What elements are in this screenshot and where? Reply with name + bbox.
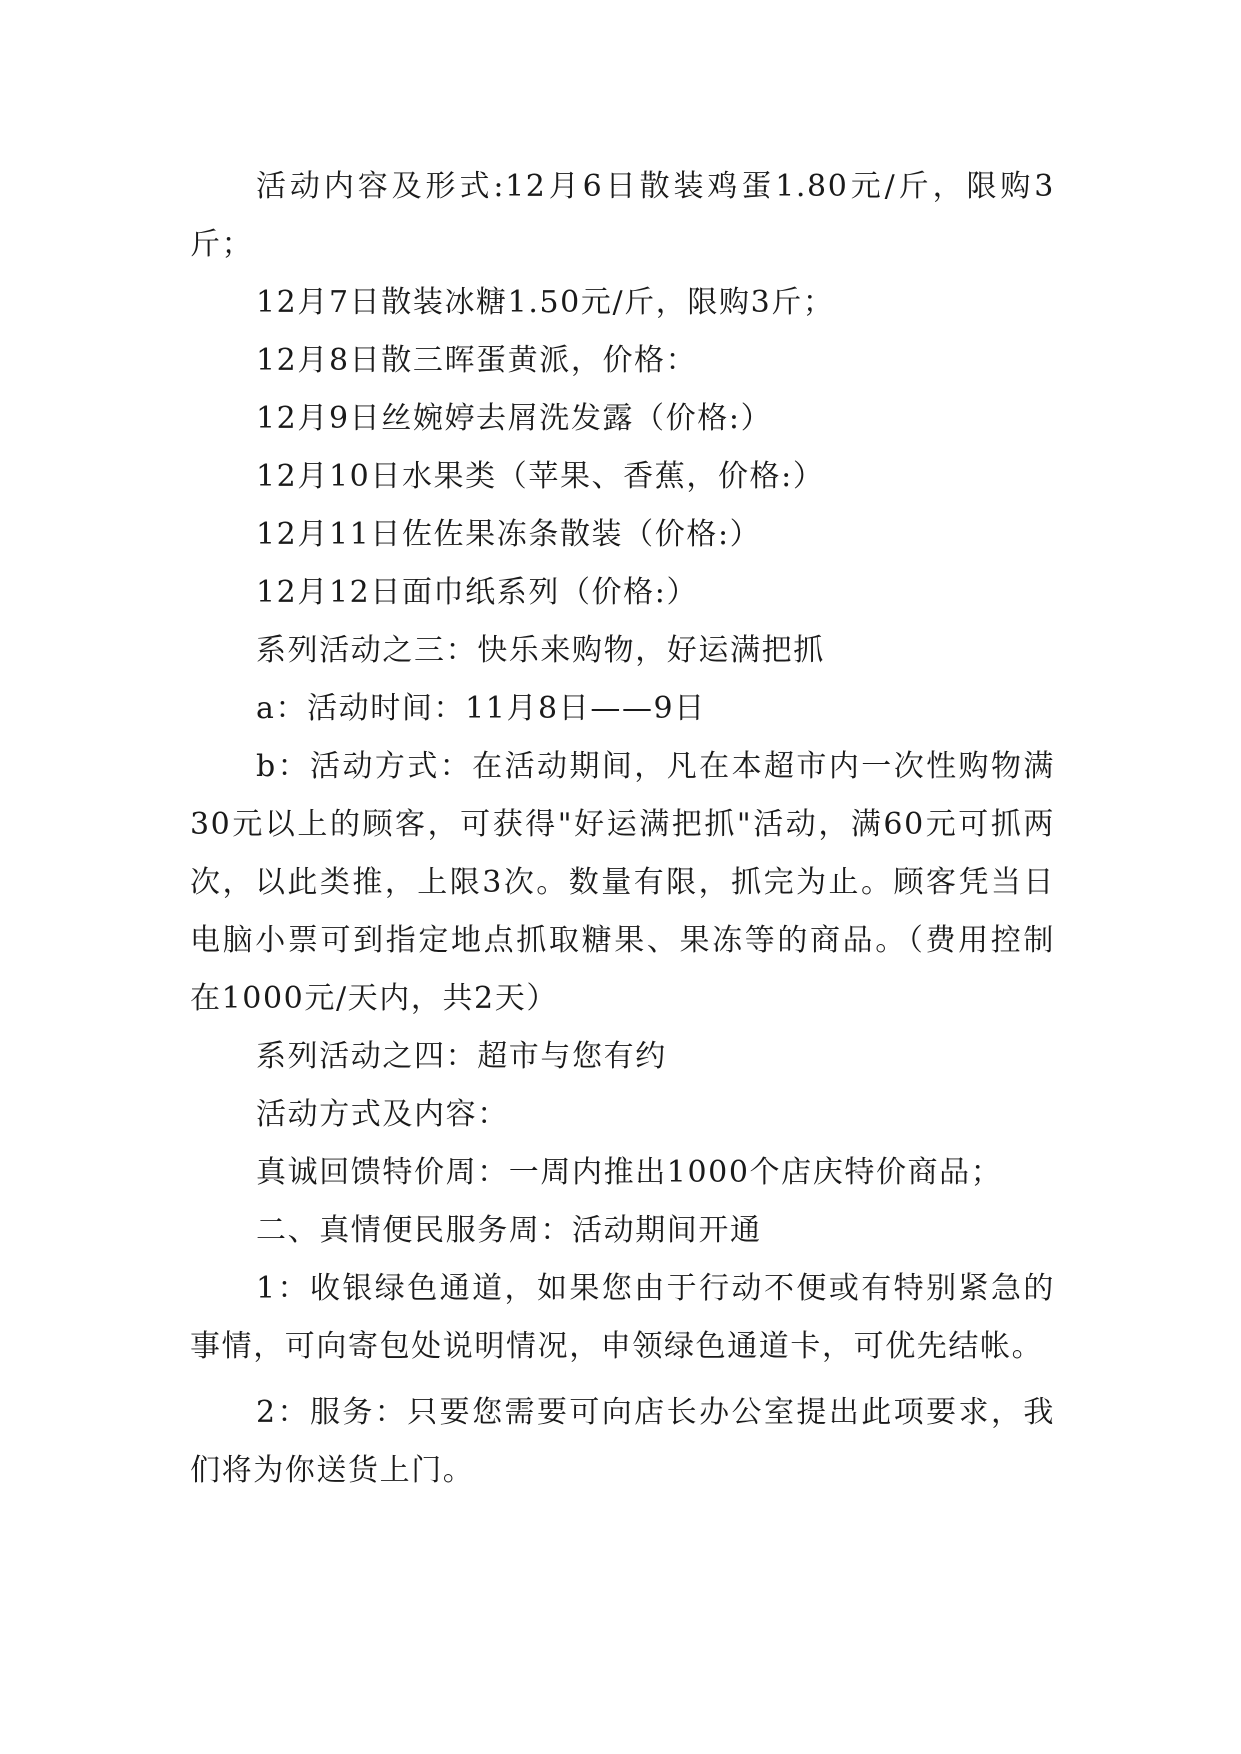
paragraph-series-four-heading: 系列活动之四：超市与您有约 bbox=[256, 1039, 667, 1074]
paragraph-dec-12: 12月12日面巾纸系列（价格:） bbox=[256, 575, 699, 610]
paragraph-series-three-heading: 系列活动之三：快乐来购物，好运满把抓 bbox=[256, 633, 825, 668]
paragraph-dec-9: 12月9日丝婉婷去屑洗发露（价格:） bbox=[256, 401, 773, 436]
paragraph-delivery-service: 2：服务：只要您需要可向店长办公室提出此项要求，我们将为你送货上门。 bbox=[190, 1395, 1055, 1488]
paragraph-activity-time: a：活动时间：11月8日——9日 bbox=[256, 691, 706, 726]
paragraph-service-week: 二、真情便民服务周：活动期间开通 bbox=[256, 1213, 762, 1248]
paragraph-special-week: 真诚回馈特价周：一周内推出1000个店庆特价商品； bbox=[256, 1155, 1003, 1190]
paragraph-green-channel: 1：收银绿色通道，如果您由于行动不便或有特别紧急的事情，可向寄包处说明情况，申领绿色通道卡，可优先结帐。 bbox=[190, 1271, 1055, 1364]
paragraph-activity-method: b：活动方式：在活动期间，凡在本超市内一次性购物满30元以上的顾客，可获得"好运满把抓"活动，满60元可抓两次，以此类推，上限3次。数量有限，抓完为止。顾客凭当日电脑小票可到指定地点抓取糖果、果冻等的商品。（费用控制在1000元/天内，共2天） bbox=[190, 749, 1055, 1016]
paragraph-method-and-content: 活动方式及内容： bbox=[256, 1097, 509, 1132]
paragraph-dec-7: 12月7日散装冰糖1.50元/斤，限购3斤； bbox=[256, 285, 835, 320]
paragraph-activity-content: 活动内容及形式:12月6日散装鸡蛋1.80元/斤，限购3斤； bbox=[190, 169, 1055, 262]
paragraph-dec-8: 12月8日散三晖蛋黄派，价格： bbox=[256, 343, 698, 378]
paragraph-dec-11: 12月11日佐佐果冻条散装（价格:） bbox=[256, 517, 762, 552]
document-body bbox=[190, 158, 1055, 1500]
paragraph-dec-10: 12月10日水果类（苹果、香蕉，价格:） bbox=[256, 459, 825, 494]
